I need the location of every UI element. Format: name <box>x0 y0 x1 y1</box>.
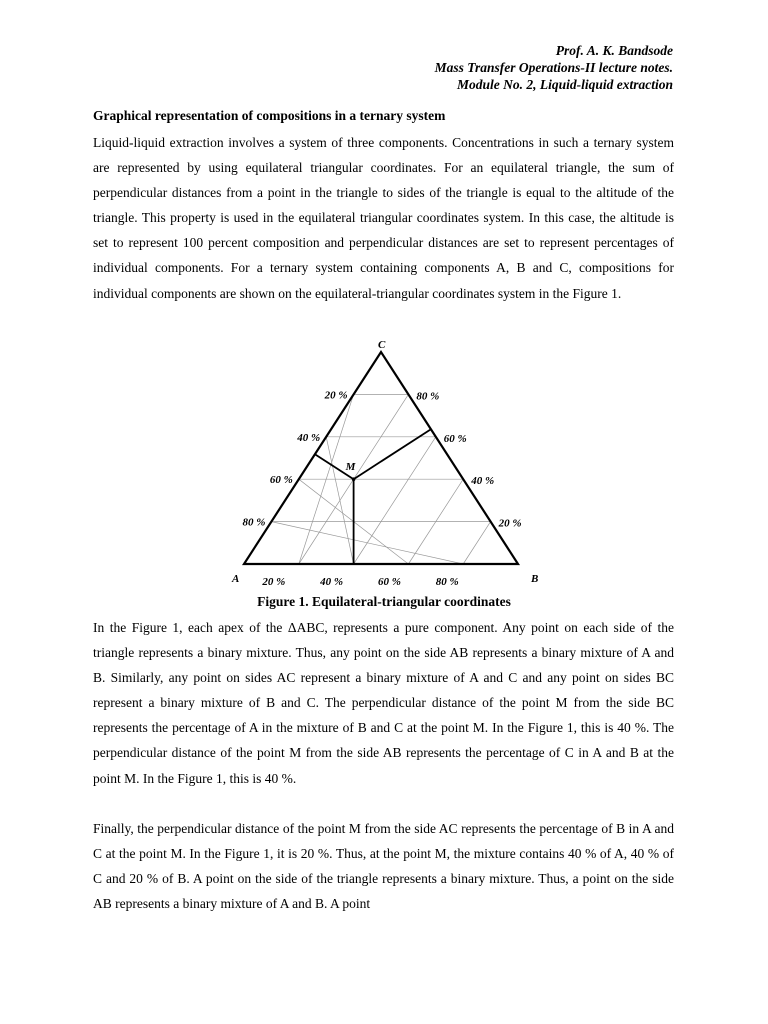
paragraph-apex <box>93 615 674 791</box>
grid-line <box>354 437 436 564</box>
figure-caption: Figure 1. Equilateral-triangular coordinates <box>257 594 511 609</box>
vertex-label-a: A <box>232 573 240 585</box>
left-tick-label: 60 % <box>269 474 293 487</box>
bottom-tick-label: 60 % <box>377 576 401 588</box>
paragraph-intro-text: Liquid-liquid extraction involves a system of three components. Concentrations in such a ternary system are represented by using equilateral triangular coordinates. For an equilateral triangle, the sum of perpendicular distances from a point in the triangle to sides of the triangle is equal to the altitude of the triangle. This property is used in the equilateral triangular coordinates system. In this case, the altitude is set to represent 100 percent composition and perpendicular distances are set to represent percentages of individual components. For a ternary system containing components A, B and C, compositions for individual components are shown on the equilateral-triangular coordinates system in the Figure 1. <box>93 135 674 301</box>
left-tick-label: 20 % <box>324 389 348 402</box>
triangle-outline <box>244 352 518 564</box>
course-line: Mass Transfer Operations-II lecture notes. <box>434 60 673 75</box>
right-tick-label: 60 % <box>443 432 467 445</box>
page-header <box>435 42 673 93</box>
right-tick-label: 40 % <box>471 475 495 488</box>
right-tick-label: 80 % <box>416 390 440 403</box>
grid-line <box>463 522 490 564</box>
vertex-label-c: C <box>378 339 386 351</box>
grid-line <box>271 522 463 564</box>
bottom-tick-label: 20 % <box>262 576 286 588</box>
ternary-diagram <box>228 338 548 588</box>
point-m-marker <box>352 477 356 481</box>
paragraph-apex-text: In the Figure 1, each apex of the ΔABC, represents a pure component. Any point on each side of the triangle represents a binary mixture. Thus, any point on the side AB represents a binary mixture of A and B. Similarly, any point on sides AC represent a binary mixture of A and C and any point on sides BC represent a binary mixture of B and C. The perpendicular distance of the point M from the side BC represents the percentage of A in the mixture of B and C at the point M. In the Figure 1, this is 40 %. The perpendicular distance of the point M from the side AB represents the percentage of C in A and B at the point M. In the Figure 1, this is 40 %. <box>93 620 674 786</box>
section-heading: Graphical representation of compositions in a ternary system <box>93 108 446 123</box>
module-line: Module No. 2, Liquid-liquid extraction <box>456 77 673 92</box>
paragraph-final <box>93 816 674 916</box>
right-tick-label: 20 % <box>498 517 522 530</box>
point-label-m: M <box>345 461 356 474</box>
bottom-tick-label: 40 % <box>320 576 344 588</box>
paragraph-final-text: Finally, the perpendicular distance of the point M from the side AC represents the percentage of B in A and C at the point M. In the Figure 1, it is 20 %. Thus, at the point M, the mixture contains 40 % of A, 40 % of C and 20 % of B. A point on the side of the triangle represents a binary mixture. Thus, a point on the side AB represents a binary mixture of A and B. A point <box>93 821 674 912</box>
paragraph-intro <box>93 130 674 306</box>
grid-line <box>326 437 353 564</box>
author-line: Prof. A. K. Bandsode <box>555 43 673 58</box>
bottom-tick-label: 80 % <box>435 576 459 588</box>
left-tick-label: 80 % <box>242 516 266 529</box>
left-tick-label: 40 % <box>297 431 321 444</box>
grid-lines <box>271 394 490 564</box>
vertex-label-b: B <box>531 573 539 585</box>
